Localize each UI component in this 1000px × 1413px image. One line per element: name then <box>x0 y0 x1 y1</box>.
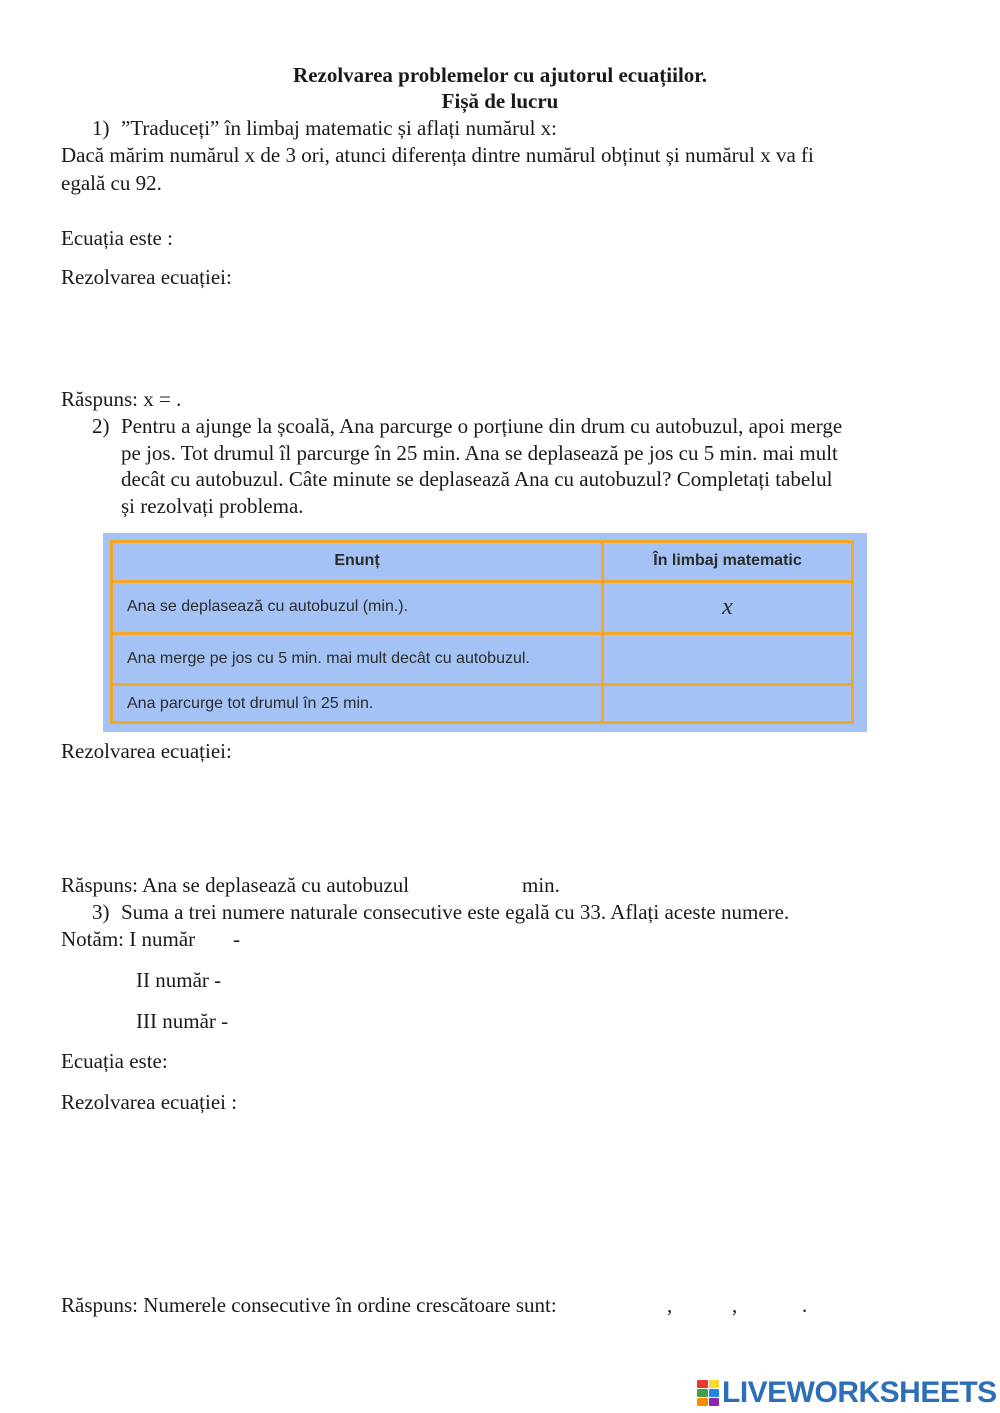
table-cell-statement: Ana se deplasează cu autobuzul (min.). <box>112 581 603 633</box>
problem-2-answer-prefix: Răspuns: Ana se deplasează cu autobuzul <box>61 873 410 897</box>
problem-3-answer-comma-1: , <box>667 1293 673 1317</box>
page-subtitle: Fișă de lucru <box>441 89 559 113</box>
problem-3-answer-comma-2: , <box>732 1293 738 1317</box>
problem-1-text-line2: egală cu 92. <box>61 171 162 195</box>
table-cell-statement: Ana merge pe jos cu 5 min. mai mult decât cu autobuzul. <box>112 634 603 685</box>
problem-3-answer: Răspuns: Numerele consecutive în ordine crescătoare sunt: <box>61 1293 557 1317</box>
problem-3-notation-label: Notăm: I număr <box>61 927 196 951</box>
problem-3-number: 3) <box>92 900 110 924</box>
table-header-enunt: Enunț <box>112 542 603 582</box>
table-row <box>112 581 853 633</box>
problem-3-third-number: III număr - <box>136 1009 229 1033</box>
table-header-limbaj: În limbaj matematic <box>603 542 853 582</box>
logo-square <box>697 1389 708 1397</box>
table-cell-math-input[interactable] <box>603 634 853 685</box>
liveworksheets-brand-text: LIVEWORKSHEETS <box>722 1376 997 1409</box>
logo-square <box>709 1380 720 1388</box>
problem-2-answer-suffix: min. <box>522 873 560 897</box>
problem-1-text-line1: Dacă mărim numărul x de 3 ori, atunci diferența dintre numărul obținut și numărul x va fi <box>61 143 814 167</box>
problem-2-line4: și rezolvați problema. <box>121 494 304 518</box>
logo-square <box>697 1398 708 1406</box>
problem-2-line3: decât cu autobuzul. Câte minute se deplasează Ana cu autobuzul? Completați tabelul <box>121 467 833 491</box>
table-cell-math-input[interactable] <box>603 685 853 723</box>
problem-1-equation-label: Ecuația este : <box>61 226 173 250</box>
problem-3-notation-dash: - <box>233 927 240 951</box>
table-row <box>112 685 853 723</box>
problem-1-solution-label: Rezolvarea ecuației: <box>61 265 232 289</box>
problem-1-instruction: ”Traduceți” în limbaj matematic și aflați numărul x: <box>121 116 558 140</box>
table-header-row <box>112 542 853 582</box>
problem-3-answer-period: . <box>802 1293 808 1317</box>
problem-2-table <box>110 540 854 724</box>
problem-2-number: 2) <box>92 414 110 438</box>
problem-2-solution-label: Rezolvarea ecuației: <box>61 739 232 763</box>
problem-1-number: 1) <box>92 116 110 140</box>
liveworksheets-brand <box>697 1378 997 1408</box>
problem-3-solution-label: Rezolvarea ecuației : <box>61 1090 238 1114</box>
problem-2-line2: pe jos. Tot drumul îl parcurge în 25 min. Ana se deplasează pe jos cu 5 min. mai mult <box>121 441 838 465</box>
problem-3-equation-label: Ecuația este: <box>61 1049 168 1073</box>
problem-3-second-number: II număr - <box>136 968 222 992</box>
page-title: Rezolvarea problemelor cu ajutorul ecuațiilor. <box>293 63 707 87</box>
problem-2-table-container <box>103 533 867 732</box>
logo-square <box>709 1398 720 1406</box>
liveworksheets-logo-icon <box>697 1380 719 1406</box>
problem-3-statement: Suma a trei numere naturale consecutive este egală cu 33. Aflați aceste numere. <box>121 900 790 924</box>
table-row <box>112 634 853 685</box>
table-cell-statement: Ana parcurge tot drumul în 25 min. <box>112 685 603 723</box>
problem-2-line1: Pentru a ajunge la școală, Ana parcurge o porțiune din drum cu autobuzul, apoi merge <box>121 414 843 438</box>
logo-square <box>709 1389 720 1397</box>
table-cell-math[interactable]: x <box>603 581 853 633</box>
logo-square <box>697 1380 708 1388</box>
problem-1-answer: Răspuns: x = . <box>61 387 182 411</box>
